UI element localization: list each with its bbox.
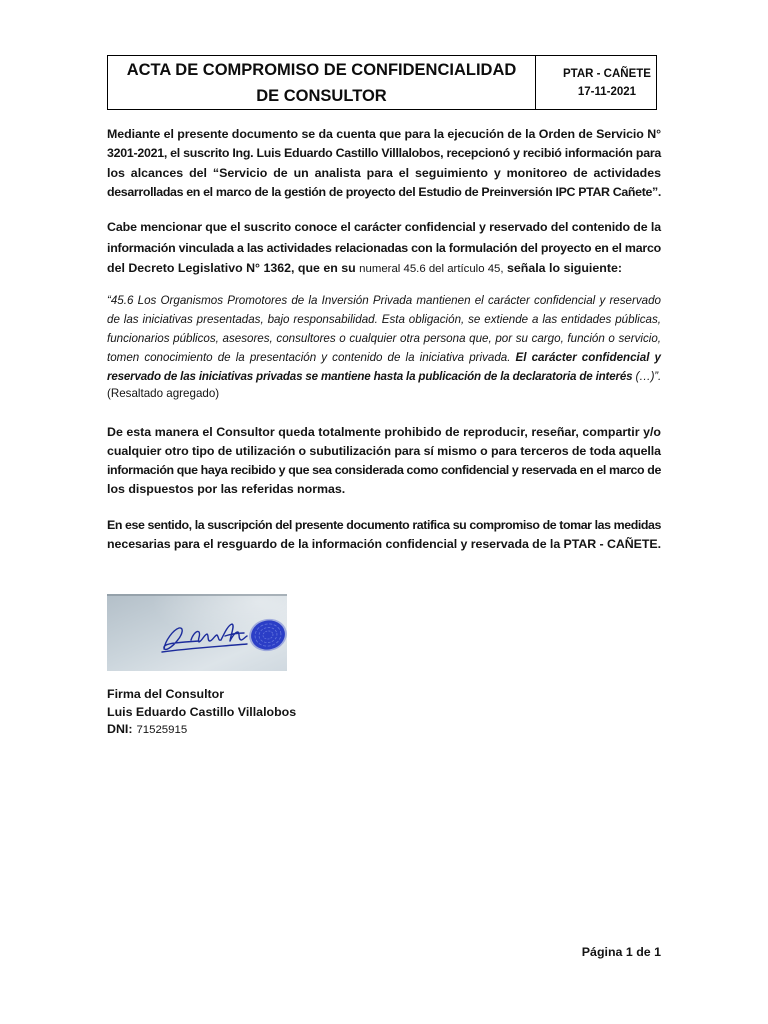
text-run: numeral 45.6 del artículo 45, [359, 263, 504, 275]
paragraph-restriction [107, 423, 661, 499]
text-run: reservado de las iniciativas privadas se mantiene hasta la publicación de la declaratoria de interés [107, 369, 633, 383]
text-run: desarrolladas en el marco de la gestión de proyecto del Estudio de Preinversión IPC PTAR Cañete”. [107, 184, 661, 199]
text-run: funcionarios públicos, asesores, consultores o cualquier otra persona que, por su cargo, función o servicio, [107, 331, 661, 345]
text-line [107, 258, 661, 279]
text-line [107, 125, 661, 144]
text-line [107, 367, 661, 386]
text-run: “45.6 Los Organismos Promotores de la Inversión Privada mantienen el carácter confidencial y reservado [107, 293, 661, 307]
text-line [107, 480, 661, 499]
text-line [107, 329, 661, 348]
text-line [107, 291, 661, 310]
title-cell [108, 56, 536, 109]
text-line [107, 238, 661, 259]
signature-image [107, 594, 287, 671]
text-run: señala lo siguiente: [503, 261, 622, 275]
text-run: (…)”. [632, 369, 661, 383]
text-run: tomen conocimiento de la presentación y contenido de la iniciativa privada. [107, 350, 516, 364]
text-line [107, 461, 661, 480]
text-run: En ese sentido, la suscripción del presente documento ratifica su compromiso de tomar las medidas [107, 517, 661, 532]
emphasis-note [107, 385, 661, 403]
text-line [107, 535, 661, 554]
dni-number: 71525915 [136, 724, 188, 736]
text-line [107, 442, 661, 461]
text-run: Mediante el presente documento se da cuenta que para la ejecución de la Orden de Servicio N° [107, 127, 661, 141]
document-date: 17-11-2021 [577, 85, 637, 98]
text-line [107, 516, 661, 535]
text-run: los dispuestos por las referidas normas. [107, 481, 346, 496]
text-run: cualquier otro tipo de utilización o subutilización para sí mismo o para terceros de toda aquella [107, 443, 661, 458]
paragraph-service-order [107, 125, 661, 202]
dni-row [107, 721, 407, 739]
scan-edge [107, 594, 287, 596]
document-title-line: DE CONSULTOR [256, 86, 387, 105]
text-run: del Decreto Legislativo N° 1362, que en su [107, 261, 360, 275]
text-run: de las iniciativas presentadas, bajo responsabilidad. Esta obligación, se extiende a las entidades públicas, [107, 312, 661, 326]
text-run: De esta manera el Consultor queda totalmente prohibido de reproducir, reseñar, compartir y/o [107, 424, 661, 439]
paragraph-legal-context [107, 217, 661, 279]
signature-caption: Firma del Consultor [107, 687, 225, 701]
document-header [107, 55, 657, 110]
text-run: (Resaltado agregado) [107, 387, 220, 400]
text-run: información vinculada a las actividades relacionadas con la formulación del proyecto en el marco [107, 240, 661, 255]
legal-quote [107, 291, 661, 386]
text-run: necesarias para el resguardo de la información confidencial y reservada de la PTAR - CAÑETE. [107, 536, 661, 551]
text-line [107, 164, 661, 183]
text-run: información que haya recibido y que sea considerada como confidencial y reservada en el marco de [107, 462, 661, 477]
text-run: El carácter confidencial y [515, 350, 661, 364]
paragraph-commitment [107, 516, 661, 554]
text-line [107, 423, 661, 442]
text-line [107, 144, 661, 163]
text-line [107, 183, 661, 202]
text-run: 3201-2021, el suscrito Ing. Luis Eduardo Castillo Villlalobos, recepcionó y recibió información para [107, 146, 661, 161]
text-run: Cabe mencionar que el suscrito conoce el carácter confidencial y reservado del contenido de la [107, 220, 661, 234]
document-title-line: ACTA DE COMPROMISO DE CONFIDENCIALIDAD [126, 60, 517, 79]
text-line [107, 310, 661, 329]
dni-label: DNI: [107, 722, 133, 736]
text-line [107, 348, 661, 367]
text-line [107, 385, 661, 403]
consultant-name: Luis Eduardo Castillo Villalobos [107, 704, 297, 719]
signature-block [107, 686, 407, 739]
page-number: Página 1 de 1 [581, 945, 661, 959]
text-run: los alcances del “Servicio de un analista para el seguimiento y monitoreo de actividades [107, 165, 661, 180]
entity-label: PTAR - CAÑETE [563, 67, 651, 80]
text-line [107, 217, 661, 238]
signature-scan [107, 594, 287, 671]
meta-cell [536, 56, 656, 109]
